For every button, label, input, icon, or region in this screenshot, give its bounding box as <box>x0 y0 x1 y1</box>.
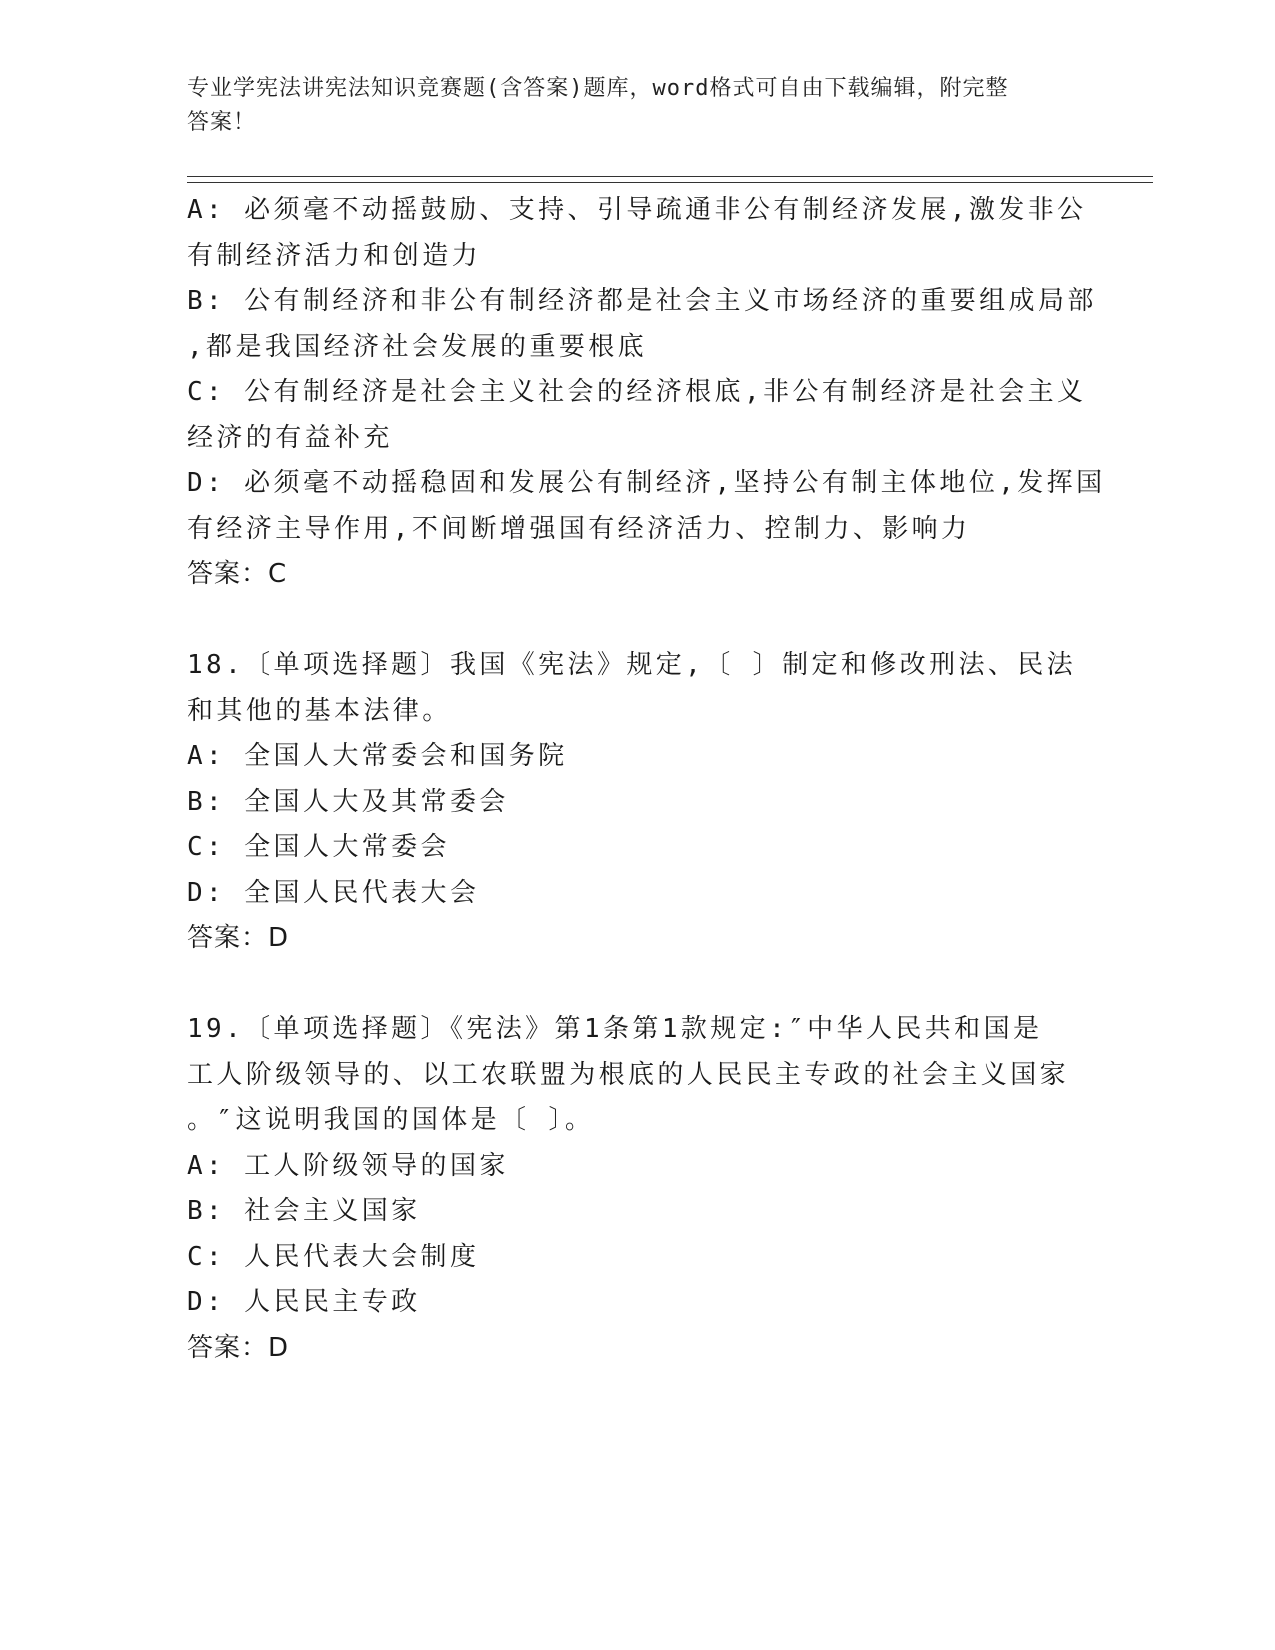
question-19 <box>187 1007 1087 1371</box>
option-b: B: 全国人大及其常委会 <box>187 786 509 817</box>
option-a: A: 全国人大常委会和国务院 <box>187 741 568 771</box>
option-b-line-1: B: 公有制经济和非公有制经济都是社会主义市场经济的重要组成局部 <box>187 286 1097 316</box>
option-a-line-2: 有制经济活力和创造力 <box>187 240 482 271</box>
header-line-1: 专业学宪法讲宪法知识竞赛题(含答案)题库，word格式可自由下载编辑，附完整 <box>187 76 1009 101</box>
answer-18: 答案：D <box>187 923 290 953</box>
question-19-stem-line-2: 工人阶级领导的、以工农联盟为根底的人民民主专政的社会主义国家 <box>187 1059 1070 1090</box>
option-b-line-2: ,都是我国经济社会发展的重要根底 <box>187 331 648 362</box>
option-c-line-2: 经济的有益补充 <box>187 422 393 453</box>
question-19-stem-line-1: 19.〔单项选择题〕《宪法》第1条第1款规定:″中华人民共和国是 <box>187 1014 1043 1044</box>
question-18 <box>187 643 1087 962</box>
spacer <box>187 962 1087 1008</box>
answer-17: 答案：C <box>187 559 288 589</box>
spacer <box>187 598 1087 644</box>
question-19-stem-line-3: 。″这说明我国的国体是〔 〕。 <box>187 1105 595 1135</box>
option-d: D: 全国人民代表大会 <box>187 877 480 908</box>
header-line-2: 答案！ <box>187 110 257 135</box>
header-divider-top <box>187 176 1153 177</box>
question-17-options <box>187 188 1106 598</box>
document-body <box>187 188 1106 1371</box>
option-b: B: 社会主义国家 <box>187 1196 421 1226</box>
question-18-stem-line-1: 18.〔单项选择题〕我国《宪法》规定,〔 〕制定和修改刑法、民法 <box>187 650 1077 680</box>
header-divider-bottom <box>187 182 1153 183</box>
option-a: A: 工人阶级领导的国家 <box>187 1150 509 1181</box>
option-c: C: 人民代表大会制度 <box>187 1241 480 1272</box>
option-c: C: 全国人大常委会 <box>187 832 450 862</box>
option-a-line-1: A: 必须毫不动摇鼓励、支持、引导疏通非公有制经济发展,激发非公 <box>187 195 1087 225</box>
option-d-line-2: 有经济主导作用,不间断增强国有经济活力、控制力、影响力 <box>187 513 971 544</box>
option-c-line-1: C: 公有制经济是社会主义社会的经济根底,非公有制经济是社会主义 <box>187 377 1087 407</box>
question-18-stem-line-2: 和其他的基本法律。 <box>187 695 452 726</box>
option-d-line-1: D: 必须毫不动摇稳固和发展公有制经济,坚持公有制主体地位,发挥国 <box>187 468 1106 498</box>
option-d: D: 人民民主专政 <box>187 1287 421 1317</box>
document-header <box>187 72 1067 140</box>
answer-19: 答案：D <box>187 1332 290 1363</box>
